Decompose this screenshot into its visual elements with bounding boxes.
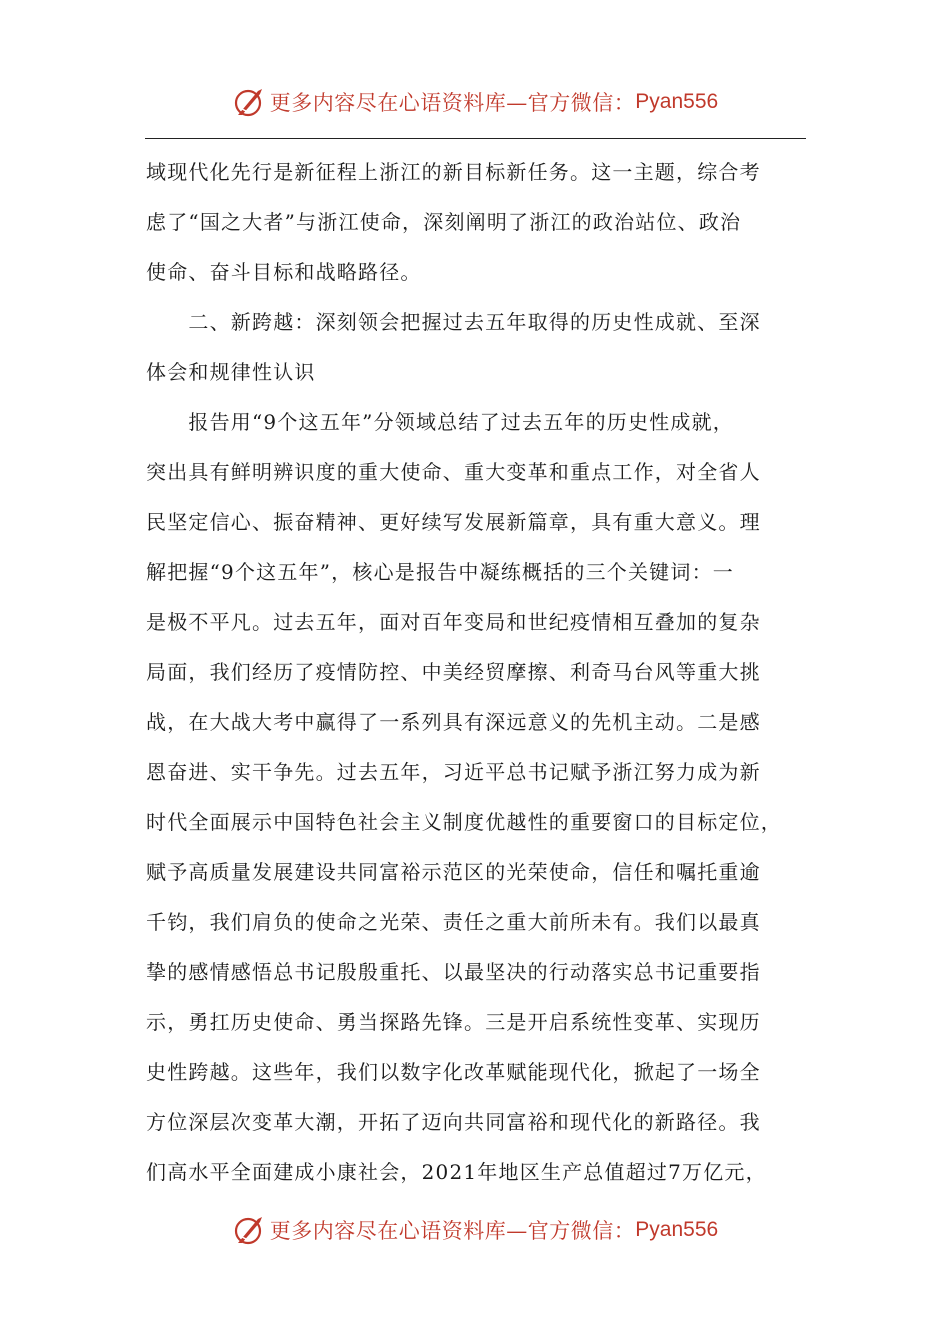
- footer-banner: [0, 1210, 950, 1250]
- document-body: [146, 147, 796, 1197]
- section-heading-line: 二、新跨越：深刻领会把握过去五年取得的历史性成就、至深: [146, 310, 761, 334]
- text-line: 示，勇扛历史使命、勇当探路先锋。三是开启系统性变革、实现历: [146, 1010, 761, 1034]
- section-heading-line: 体会和规律性认识: [146, 360, 316, 384]
- text-line: 民坚定信心、振奋精神、更好续写发展新篇章，具有重大意义。理: [146, 510, 761, 534]
- header-divider: [145, 138, 806, 139]
- text-line: 解把握“9个这五年”，核心是报告中凝练概括的三个关键词：一: [146, 560, 734, 584]
- text-line: 报告用“9个这五年”分领域总结了过去五年的历史性成就，: [146, 410, 734, 434]
- text-line: 方位深层次变革大潮，开拓了迈向共同富裕和现代化的新路径。我: [146, 1110, 761, 1134]
- header-banner: [0, 82, 950, 122]
- footer-banner-text: 更多内容尽在心语资料库—官方微信：: [269, 1219, 636, 1243]
- text-line: 时代全面展示中国特色社会主义制度优越性的重要窗口的目标定位，: [146, 810, 782, 834]
- text-line: 局面，我们经历了疫情防控、中美经贸摩擦、利奇马台风等重大挑: [146, 660, 761, 684]
- text-line: 使命、奋斗目标和战略路径。: [146, 260, 422, 284]
- header-banner-text: 更多内容尽在心语资料库—官方微信：: [269, 91, 636, 115]
- footer-banner-brand: Pyan556: [635, 1218, 719, 1241]
- header-banner-brand: Pyan556: [635, 90, 719, 113]
- text-line: 千钧，我们肩负的使命之光荣、责任之重大前所未有。我们以最真: [146, 910, 761, 934]
- text-line: 们高水平全面建成小康社会，2021年地区生产总值超过7万亿元，: [146, 1160, 767, 1184]
- text-line: 赋予高质量发展建设共同富裕示范区的光荣使命，信任和嘱托重逾: [146, 860, 761, 884]
- text-line: 挚的感情感悟总书记殷殷重托、以最坚决的行动落实总书记重要指: [146, 960, 761, 984]
- text-line: 虑了“国之大者”与浙江使命，深刻阐明了浙江的政治站位、政治: [146, 210, 742, 234]
- text-line: 域现代化先行是新征程上浙江的新目标新任务。这一主题，综合考: [146, 160, 761, 184]
- quill-pen-icon: [232, 85, 266, 119]
- text-line: 是极不平凡。过去五年，面对百年变局和世纪疫情相互叠加的复杂: [146, 610, 761, 634]
- text-line: 史性跨越。这些年，我们以数字化改革赋能现代化，掀起了一场全: [146, 1060, 761, 1084]
- quill-pen-icon: [232, 1213, 266, 1247]
- text-line: 突出具有鲜明辨识度的重大使命、重大变革和重点工作，对全省人: [146, 460, 761, 484]
- text-line: 战，在大战大考中赢得了一系列具有深远意义的先机主动。二是感: [146, 710, 761, 734]
- text-line: 恩奋进、实干争先。过去五年，习近平总书记赋予浙江努力成为新: [146, 760, 761, 784]
